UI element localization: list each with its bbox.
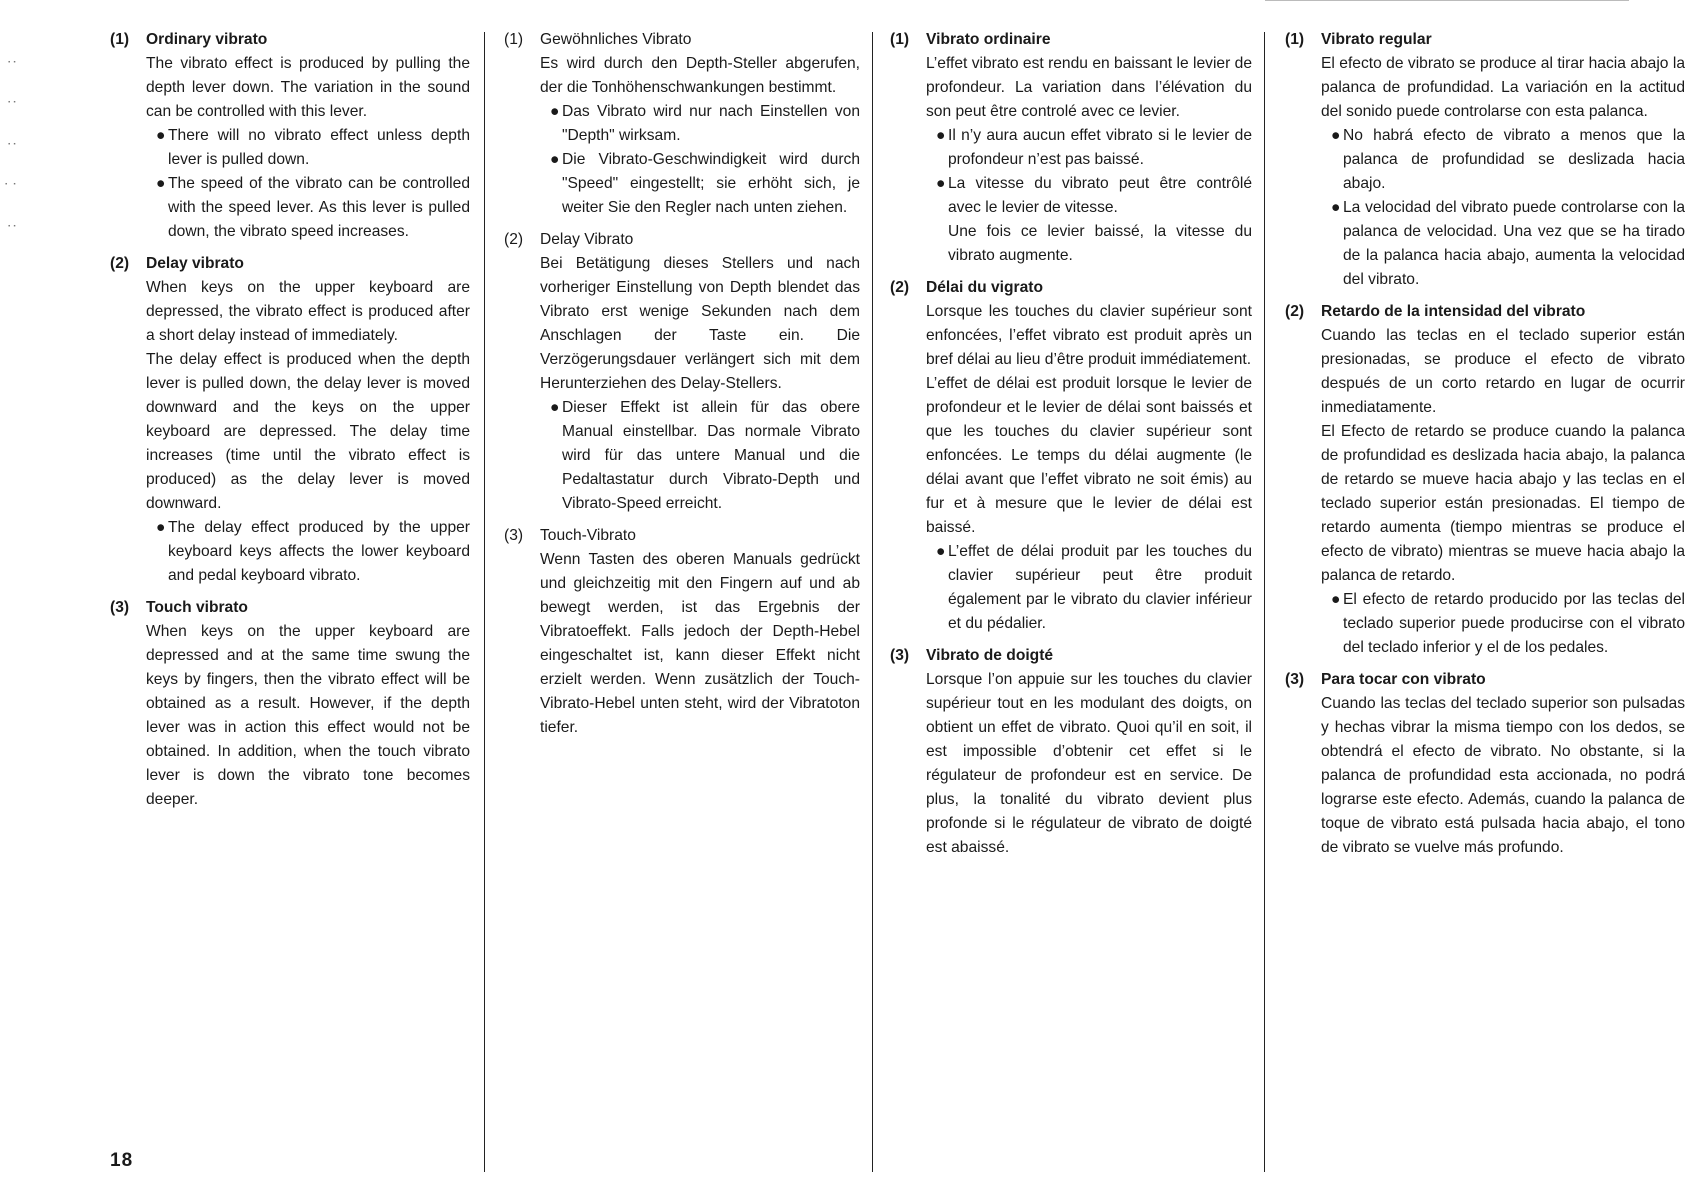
section-heading	[890, 276, 1252, 300]
section-heading	[110, 596, 470, 620]
section-number: (1)	[110, 31, 130, 48]
section-number: (3)	[110, 599, 130, 616]
bullet-item	[1331, 196, 1685, 292]
margin-mark: ⠐⠂	[4, 222, 21, 233]
bullet-icon: ●	[550, 103, 560, 120]
margin-mark: ⠐⠂	[4, 140, 21, 151]
column-divider	[1264, 32, 1265, 1172]
spanish-column	[1285, 28, 1685, 868]
section-delai-du-vibrato	[890, 276, 1252, 636]
paragraph: L’effet de délai est produit lorsque le levier de profondeur et le levier de délai sont baissés et que les touches du clavier supérieur sont enfoncées. Le temps du délai augmente (le délai avant que l’effet vibrato ne soit émis) au fur et à mesure que le levier de délai est baissé.	[926, 375, 1252, 536]
section-heading	[504, 228, 860, 252]
bullet-text: No habrá efecto de vibrato a menos que la palanca de profundidad se deslizada hacia abajo.	[1343, 127, 1685, 192]
bullet-text: L’effet de délai produit par les touches du clavier supérieur peut être produit également par le vibrato du clavier inférieur et du pédalier.	[948, 543, 1252, 632]
bullet-icon: ●	[1331, 591, 1341, 608]
section-gewoehnliches-vibrato	[504, 28, 860, 220]
section-heading	[1285, 28, 1685, 52]
margin-mark: ⠂⠂	[4, 180, 21, 191]
section-para-tocar-con-vibrato	[1285, 668, 1685, 860]
bullet-icon: ●	[936, 543, 946, 560]
section-title: Touch vibrato	[146, 599, 248, 616]
bullet-icon: ●	[156, 519, 166, 536]
bullet-text: La velocidad del vibrato puede controlarse con la palanca de velocidad. Una vez que se ha tirado de la palanca hacia abajo, aumenta la velocidad del vibrato.	[1343, 199, 1685, 288]
bullet-text: Das Vibrato wird nur nach Einstellen von "Depth" wirksam.	[562, 103, 860, 144]
section-title: Délai du vigrato	[926, 279, 1043, 296]
paragraph: El Efecto de retardo se produce cuando la palanca de profundidad es deslizada hacia abajo, la palanca de retardo se mueve hacia abajo y las teclas en el teclado superior están presionadas. El tiempo de retardo aumenta (tiempo mientras se produce el efecto de vibrato) mientras se mueve hacia abajo la palanca de retardo.	[1321, 423, 1685, 584]
bullet-item	[156, 172, 470, 244]
section-number: (3)	[890, 647, 910, 664]
bullet-item	[1331, 124, 1685, 196]
paragraph: The vibrato effect is produced by pulling the depth lever down. The variation in the sound can be controlled with this lever.	[146, 55, 470, 120]
bullet-item	[936, 172, 1252, 220]
paragraph: Wenn Tasten des oberen Manuals gedrückt und gleichzeitig mit den Fingern auf und ab bewegt werden, ist das Ergebnis der Vibratoeffekt. Falls jedoch der Depth-Hebel eingeschaltet ist, kann dieser Effekt nicht erzielt werden. Wenn zusätzlich der Touch-Vibrato-Hebel unten steht, wird der Vibratoton tiefer.	[540, 551, 860, 736]
section-heading	[1285, 668, 1685, 692]
bullet-text: Die Vibrato-Geschwindigkeit wird durch "Speed" eingestellt; sie erhöht sich, je weiter Sie den Regler nach unten ziehen.	[562, 151, 860, 216]
bullet-text: The delay effect produced by the upper keyboard keys affects the lower keyboard and pedal keyboard vibrato.	[168, 519, 470, 584]
section-ordinary-vibrato	[110, 28, 470, 244]
section-heading	[1285, 300, 1685, 324]
column-divider	[872, 32, 873, 1172]
section-title: Para tocar con vibrato	[1321, 671, 1486, 688]
bullet-item	[550, 100, 860, 148]
section-heading	[890, 644, 1252, 668]
section-title: Vibrato regular	[1321, 31, 1432, 48]
bullet-text: La vitesse du vibrato peut être contrôlé avec le levier de vitesse.	[948, 175, 1252, 216]
section-delay-vibrato	[504, 228, 860, 516]
section-vibrato-regular	[1285, 28, 1685, 292]
french-column	[890, 28, 1252, 868]
paragraph: Cuando las teclas del teclado superior son pulsadas y hechas vibrar la misma tiempo con los dedos, se obtendrá el efecto de vibrato. No obstante, si la palanca de profundidad esta accionada, no podrá lograrse este efecto. Además, cuando la palanca de toque de vibrato está pulsada hacia abajo, el tono de vibrato se vuelve más profundo.	[1321, 695, 1685, 856]
bullet-item	[1331, 588, 1685, 660]
bullet-icon: ●	[1331, 199, 1341, 216]
section-number: (2)	[110, 255, 130, 272]
bullet-item	[936, 124, 1252, 172]
section-title: Delay Vibrato	[540, 231, 634, 248]
bullet-continuation: Une fois ce levier baissé, la vitesse du vibrato augmente.	[948, 223, 1252, 264]
column-divider	[484, 32, 485, 1172]
section-retardo-del-vibrato	[1285, 300, 1685, 660]
section-number: (2)	[1285, 303, 1305, 320]
english-column	[110, 28, 470, 820]
paragraph: Es wird durch den Depth-Steller abgerufen, der die Tonhöhenschwankungen bestimmt.	[540, 55, 860, 96]
section-number: (2)	[504, 231, 524, 248]
bullet-item	[156, 124, 470, 172]
section-touch-vibrato	[110, 596, 470, 812]
bullet-item	[550, 396, 860, 516]
bullet-icon: ●	[550, 399, 560, 416]
bullet-icon: ●	[936, 127, 946, 144]
paragraph: When keys on the upper keyboard are depressed, the vibrato effect is produced after a short delay instead of immediately.	[146, 279, 470, 344]
top-edge-line	[1265, 0, 1629, 1]
section-title: Ordinary vibrato	[146, 31, 268, 48]
bullet-item	[936, 540, 1252, 636]
bullet-text: El efecto de retardo producido por las teclas del teclado superior puede producirse con el vibrato del teclado inferior y el de los pedales.	[1343, 591, 1685, 656]
bullet-icon: ●	[1331, 127, 1341, 144]
section-touch-vibrato	[504, 524, 860, 740]
section-number: (1)	[1285, 31, 1305, 48]
margin-mark: ⠐⠂	[4, 58, 21, 69]
section-delay-vibrato	[110, 252, 470, 588]
bullet-icon: ●	[156, 175, 166, 192]
section-vibrato-ordinaire	[890, 28, 1252, 268]
paragraph: Lorsque les touches du clavier supérieur sont enfoncées, l’effet vibrato est produit après un bref délai au lieu d’être produit immédiatement.	[926, 303, 1252, 368]
bullet-icon: ●	[156, 127, 166, 144]
paragraph: El efecto de vibrato se produce al tirar hacia abajo la palanca de profundidad. La variación en la actitud del sonido puede controlarse con esta palanca.	[1321, 55, 1685, 120]
page-number: 18	[110, 1150, 134, 1171]
bullet-text: There will no vibrato effect unless depth lever is pulled down.	[168, 127, 470, 168]
section-number: (3)	[1285, 671, 1305, 688]
bullet-icon: ●	[550, 151, 560, 168]
paragraph: The delay effect is produced when the depth lever is pulled down, the delay lever is moved downward and the keys on the upper keyboard are depressed. The delay time increases (time until the vibrato effect is produced) as the delay lever is moved downward.	[146, 351, 470, 512]
margin-mark: ⠐⠂	[4, 98, 21, 109]
paragraph: Lorsque l’on appuie sur les touches du clavier supérieur tout en les modulant des doigts, on obtient un effet de vibrato. Quoi qu’il en soit, il est impossible d’obtenir cet effet si le régulateur de profondeur est en service. De plus, la tonalité du vibrato devient plus profonde si le régulateur de vibrato de doigté est abaissé.	[926, 671, 1252, 856]
paragraph: Bei Betätigung dieses Stellers und nach vorheriger Einstellung von Depth blendet das Vibrato erst wenige Sekunden nach dem Anschlagen der Taste ein. Die Verzögerungsdauer verlängert sich mit dem Herunterziehen des Delay-Stellers.	[540, 255, 860, 392]
bullet-text: Dieser Effekt ist allein für das obere Manual einstellbar. Das normale Vibrato wird für das untere Manual und die Pedaltastatur durch Vibrato-Depth und Vibrato-Speed erreicht.	[562, 399, 860, 512]
paragraph: When keys on the upper keyboard are depressed and at the same time swung the keys by fingers, then the vibrato effect will be obtained as a result. However, if the depth lever was in action this effect would not be obtained. In addition, when the touch vibrato lever is down the vibrato tone becomes deeper.	[146, 623, 470, 808]
section-heading	[110, 252, 470, 276]
section-number: (1)	[504, 31, 524, 48]
section-title: Vibrato ordinaire	[926, 31, 1051, 48]
section-heading	[110, 28, 470, 52]
section-title: Gewöhnliches Vibrato	[540, 31, 692, 48]
section-heading	[504, 28, 860, 52]
section-number: (2)	[890, 279, 910, 296]
bullet-text: The speed of the vibrato can be controlled with the speed lever. As this lever is pulled down, the vibrato speed increases.	[168, 175, 470, 240]
section-title: Delay vibrato	[146, 255, 244, 272]
bullet-icon: ●	[936, 175, 946, 192]
section-vibrato-de-doigte	[890, 644, 1252, 860]
section-title: Vibrato de doigté	[926, 647, 1054, 664]
paragraph: Cuando las teclas en el teclado superior están presionadas, se produce el efecto de vibrato después de un corto retardo en lugar de ocurrir inmediatamente.	[1321, 327, 1685, 416]
section-heading	[890, 28, 1252, 52]
german-column	[504, 28, 860, 748]
section-title: Retardo de la intensidad del vibrato	[1321, 303, 1586, 320]
section-heading	[504, 524, 860, 548]
section-title: Touch-Vibrato	[540, 527, 636, 544]
bullet-item	[550, 148, 860, 220]
bullet-text: Il n’y aura aucun effet vibrato si le levier de profondeur n’est pas baissé.	[948, 127, 1252, 168]
paragraph: L’effet vibrato est rendu en baissant le levier de profondeur. La variation dans l’élévation du son peut être controlé avec ce levier.	[926, 55, 1252, 120]
bullet-item	[156, 516, 470, 588]
section-number: (3)	[504, 527, 524, 544]
section-number: (1)	[890, 31, 910, 48]
